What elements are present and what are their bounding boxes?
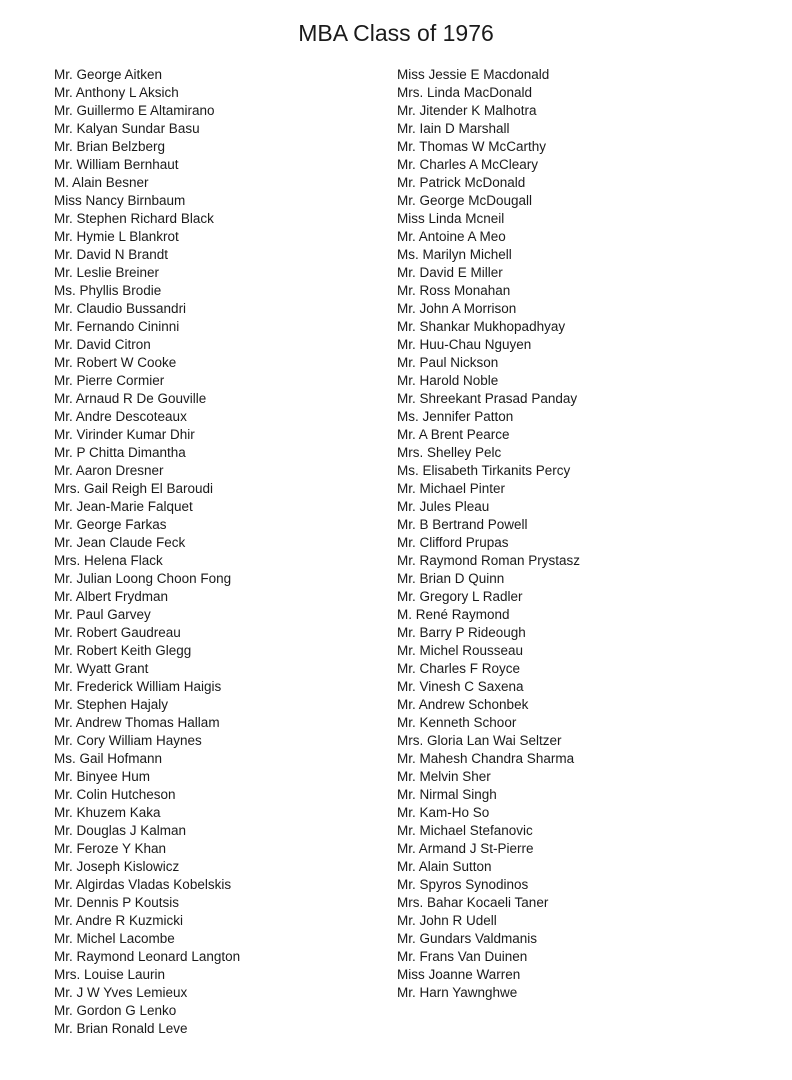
name-list-item: Mr. Robert Gaudreau <box>54 625 181 640</box>
name-list-item: Mrs. Gail Reigh El Baroudi <box>54 481 214 496</box>
name-list-item: Ms. Elisabeth Tirkanits Percy <box>397 463 571 478</box>
name-list-item: Mr. Brian D Quinn <box>397 571 505 586</box>
name-list-item: Mr. Andre R Kuzmicki <box>54 913 184 928</box>
name-list-item: Mr. Charles A McCleary <box>397 157 539 172</box>
name-list-item: Mr. Colin Hutcheson <box>54 787 176 802</box>
name-list-item: Mr. Brian Belzberg <box>54 139 166 154</box>
name-list-item: Mr. David N Brandt <box>54 247 169 262</box>
name-list-item: Mr. Leslie Breiner <box>54 265 160 280</box>
name-list-item: Mr. Jitender K Malhotra <box>397 103 537 118</box>
name-list-item: Mr. George Aitken <box>54 67 163 82</box>
name-list-item: Mr. Shreekant Prasad Panday <box>397 391 578 406</box>
name-list-item: Mr. Michael Stefanovic <box>397 823 533 838</box>
name-list-item: Mr. Douglas J Kalman <box>54 823 187 838</box>
name-list-item: Mr. Paul Nickson <box>397 355 499 370</box>
name-list-item: Mrs. Shelley Pelc <box>397 445 502 460</box>
name-list-item: Mr. Thomas W McCarthy <box>397 139 547 154</box>
name-list-item: Mr. David E Miller <box>397 265 503 280</box>
name-list-item: Mr. Fernando Cininni <box>54 319 180 334</box>
name-list-item: Mr. A Brent Pearce <box>397 427 510 442</box>
name-list-item: Mr. P Chitta Dimantha <box>54 445 186 460</box>
name-list-item: Mr. Armand J St-Pierre <box>397 841 534 856</box>
name-list-item: Mr. Dennis P Koutsis <box>54 895 180 910</box>
name-list-item: Mrs. Louise Laurin <box>54 967 166 982</box>
name-list-item: Mr. Michel Lacombe <box>54 931 175 946</box>
name-list-item: Mrs. Linda MacDonald <box>397 85 533 100</box>
name-list-item: Mr. Virinder Kumar Dhir <box>54 427 195 442</box>
name-list-item: Mr. Patrick McDonald <box>397 175 526 190</box>
name-list-item: Mr. Binyee Hum <box>54 769 151 784</box>
name-list-item: Mr. Alain Sutton <box>397 859 492 874</box>
name-list-item: Miss Joanne Warren <box>397 967 521 982</box>
name-list-item: Mr. Frans Van Duinen <box>397 949 528 964</box>
name-list-item: Mr. Aaron Dresner <box>54 463 164 478</box>
name-list-item: Mr. Gundars Valdmanis <box>397 931 538 946</box>
name-list-item: Mr. Vinesh C Saxena <box>397 679 524 694</box>
name-list-right-column <box>397 66 580 1002</box>
name-list-item: Mr. J W Yves Lemieux <box>54 985 188 1000</box>
name-list-item: Mr. Kam-Ho So <box>397 805 490 820</box>
name-list-item: Mr. Gregory L Radler <box>397 589 523 604</box>
name-list-item: Mr. Albert Frydman <box>54 589 169 604</box>
name-list-item: Mr. B Bertrand Powell <box>397 517 528 532</box>
name-list-item: Mr. Iain D Marshall <box>397 121 510 136</box>
name-list-item: Miss Nancy Birnbaum <box>54 193 186 208</box>
name-list-item: Mr. Michel Rousseau <box>397 643 524 658</box>
name-list-item: Mr. Algirdas Vladas Kobelskis <box>54 877 232 892</box>
name-list-item: Mr. Feroze Y Khan <box>54 841 167 856</box>
page-title: MBA Class of 1976 <box>298 20 494 46</box>
name-list-item: Mr. Andrew Thomas Hallam <box>54 715 220 730</box>
name-list-item: Mr. Arnaud R De Gouville <box>54 391 207 406</box>
name-list-item: Mr. George McDougall <box>397 193 533 208</box>
name-list-item: Mr. Stephen Richard Black <box>54 211 214 226</box>
name-list-item: Mr. Antoine A Meo <box>397 229 506 244</box>
name-list-item: Mr. Jean-Marie Falquet <box>54 499 193 514</box>
name-list-item: Mr. Raymond Roman Prystasz <box>397 553 581 568</box>
name-list-item: Mr. John A Morrison <box>397 301 517 316</box>
name-list-item: Mr. Gordon G Lenko <box>54 1003 177 1018</box>
name-list-item: Mr. Robert W Cooke <box>54 355 177 370</box>
name-list-item: Mr. Raymond Leonard Langton <box>54 949 241 964</box>
name-list-item: Mr. William Bernhaut <box>54 157 179 172</box>
name-list-item: Mrs. Bahar Kocaeli Taner <box>397 895 549 910</box>
name-list-item: Mr. Spyros Synodinos <box>397 877 529 892</box>
name-list-item: Mr. Cory William Haynes <box>54 733 202 748</box>
name-list-item: Mr. Khuzem Kaka <box>54 805 161 820</box>
name-list-item: Mr. Clifford Prupas <box>397 535 509 550</box>
name-list-item: Mr. Julian Loong Choon Fong <box>54 571 232 586</box>
name-list-item: Mr. Wyatt Grant <box>54 661 149 676</box>
name-list-item: Ms. Phyllis Brodie <box>54 283 162 298</box>
name-list-item: Mr. Brian Ronald Leve <box>54 1021 188 1036</box>
name-list-item: Mr. Andrew Schonbek <box>397 697 529 712</box>
name-list-item: Mrs. Gloria Lan Wai Seltzer <box>397 733 562 748</box>
name-list-item: Mr. Charles F Royce <box>397 661 521 676</box>
name-list-item: Mr. Hymie L Blankrot <box>54 229 179 244</box>
name-list-item: Mr. David Citron <box>54 337 151 352</box>
name-list-item: Mr. Jules Pleau <box>397 499 490 514</box>
name-list-item: Miss Jessie E Macdonald <box>397 67 550 82</box>
name-list-item: Mr. John R Udell <box>397 913 497 928</box>
name-list-item: Mr. Anthony L Aksich <box>54 85 179 100</box>
name-list-item: Ms. Marilyn Michell <box>397 247 512 262</box>
name-list-item: Mr. Nirmal Singh <box>397 787 497 802</box>
name-list-item: Mr. Robert Keith Glegg <box>54 643 192 658</box>
name-list-item: Mr. Frederick William Haigis <box>54 679 222 694</box>
name-list-item: Mr. Ross Monahan <box>397 283 511 298</box>
name-list-item: Mr. Harn Yawnghwe <box>397 985 518 1000</box>
name-list-item: Mr. Stephen Hajaly <box>54 697 169 712</box>
name-list-item: Mr. Huu-Chau Nguyen <box>397 337 532 352</box>
name-list-item: Mr. Barry P Rideough <box>397 625 526 640</box>
name-list-item: Mr. Kalyan Sundar Basu <box>54 121 200 136</box>
name-list-item: Mr. Claudio Bussandri <box>54 301 187 316</box>
name-list-item: Mr. Harold Noble <box>397 373 499 388</box>
name-list-item: Ms. Gail Hofmann <box>54 751 163 766</box>
name-list-item: Ms. Jennifer Patton <box>397 409 514 424</box>
name-list-item: Miss Linda Mcneil <box>397 211 505 226</box>
name-list-item: M. Alain Besner <box>54 175 149 190</box>
name-list-item: Mr. Kenneth Schoor <box>397 715 517 730</box>
name-list-item: Mr. Pierre Cormier <box>54 373 165 388</box>
name-list-item: Mr. Joseph Kislowicz <box>54 859 180 874</box>
name-list-item: Mr. Shankar Mukhopadhyay <box>397 319 566 334</box>
name-list-item: Mr. Mahesh Chandra Sharma <box>397 751 575 766</box>
name-list-item: Mr. Melvin Sher <box>397 769 491 784</box>
name-list-item: Mr. Jean Claude Feck <box>54 535 186 550</box>
name-list-item: Mr. George Farkas <box>54 517 167 532</box>
name-list-left-column <box>54 66 240 1038</box>
name-list-item: Mr. Paul Garvey <box>54 607 151 622</box>
name-list-item: Mr. Michael Pinter <box>397 481 506 496</box>
name-list-item: Mr. Andre Descoteaux <box>54 409 187 424</box>
name-list-item: Mrs. Helena Flack <box>54 553 163 568</box>
name-list-item: Mr. Guillermo E Altamirano <box>54 103 215 118</box>
name-list-item: M. René Raymond <box>397 607 510 622</box>
